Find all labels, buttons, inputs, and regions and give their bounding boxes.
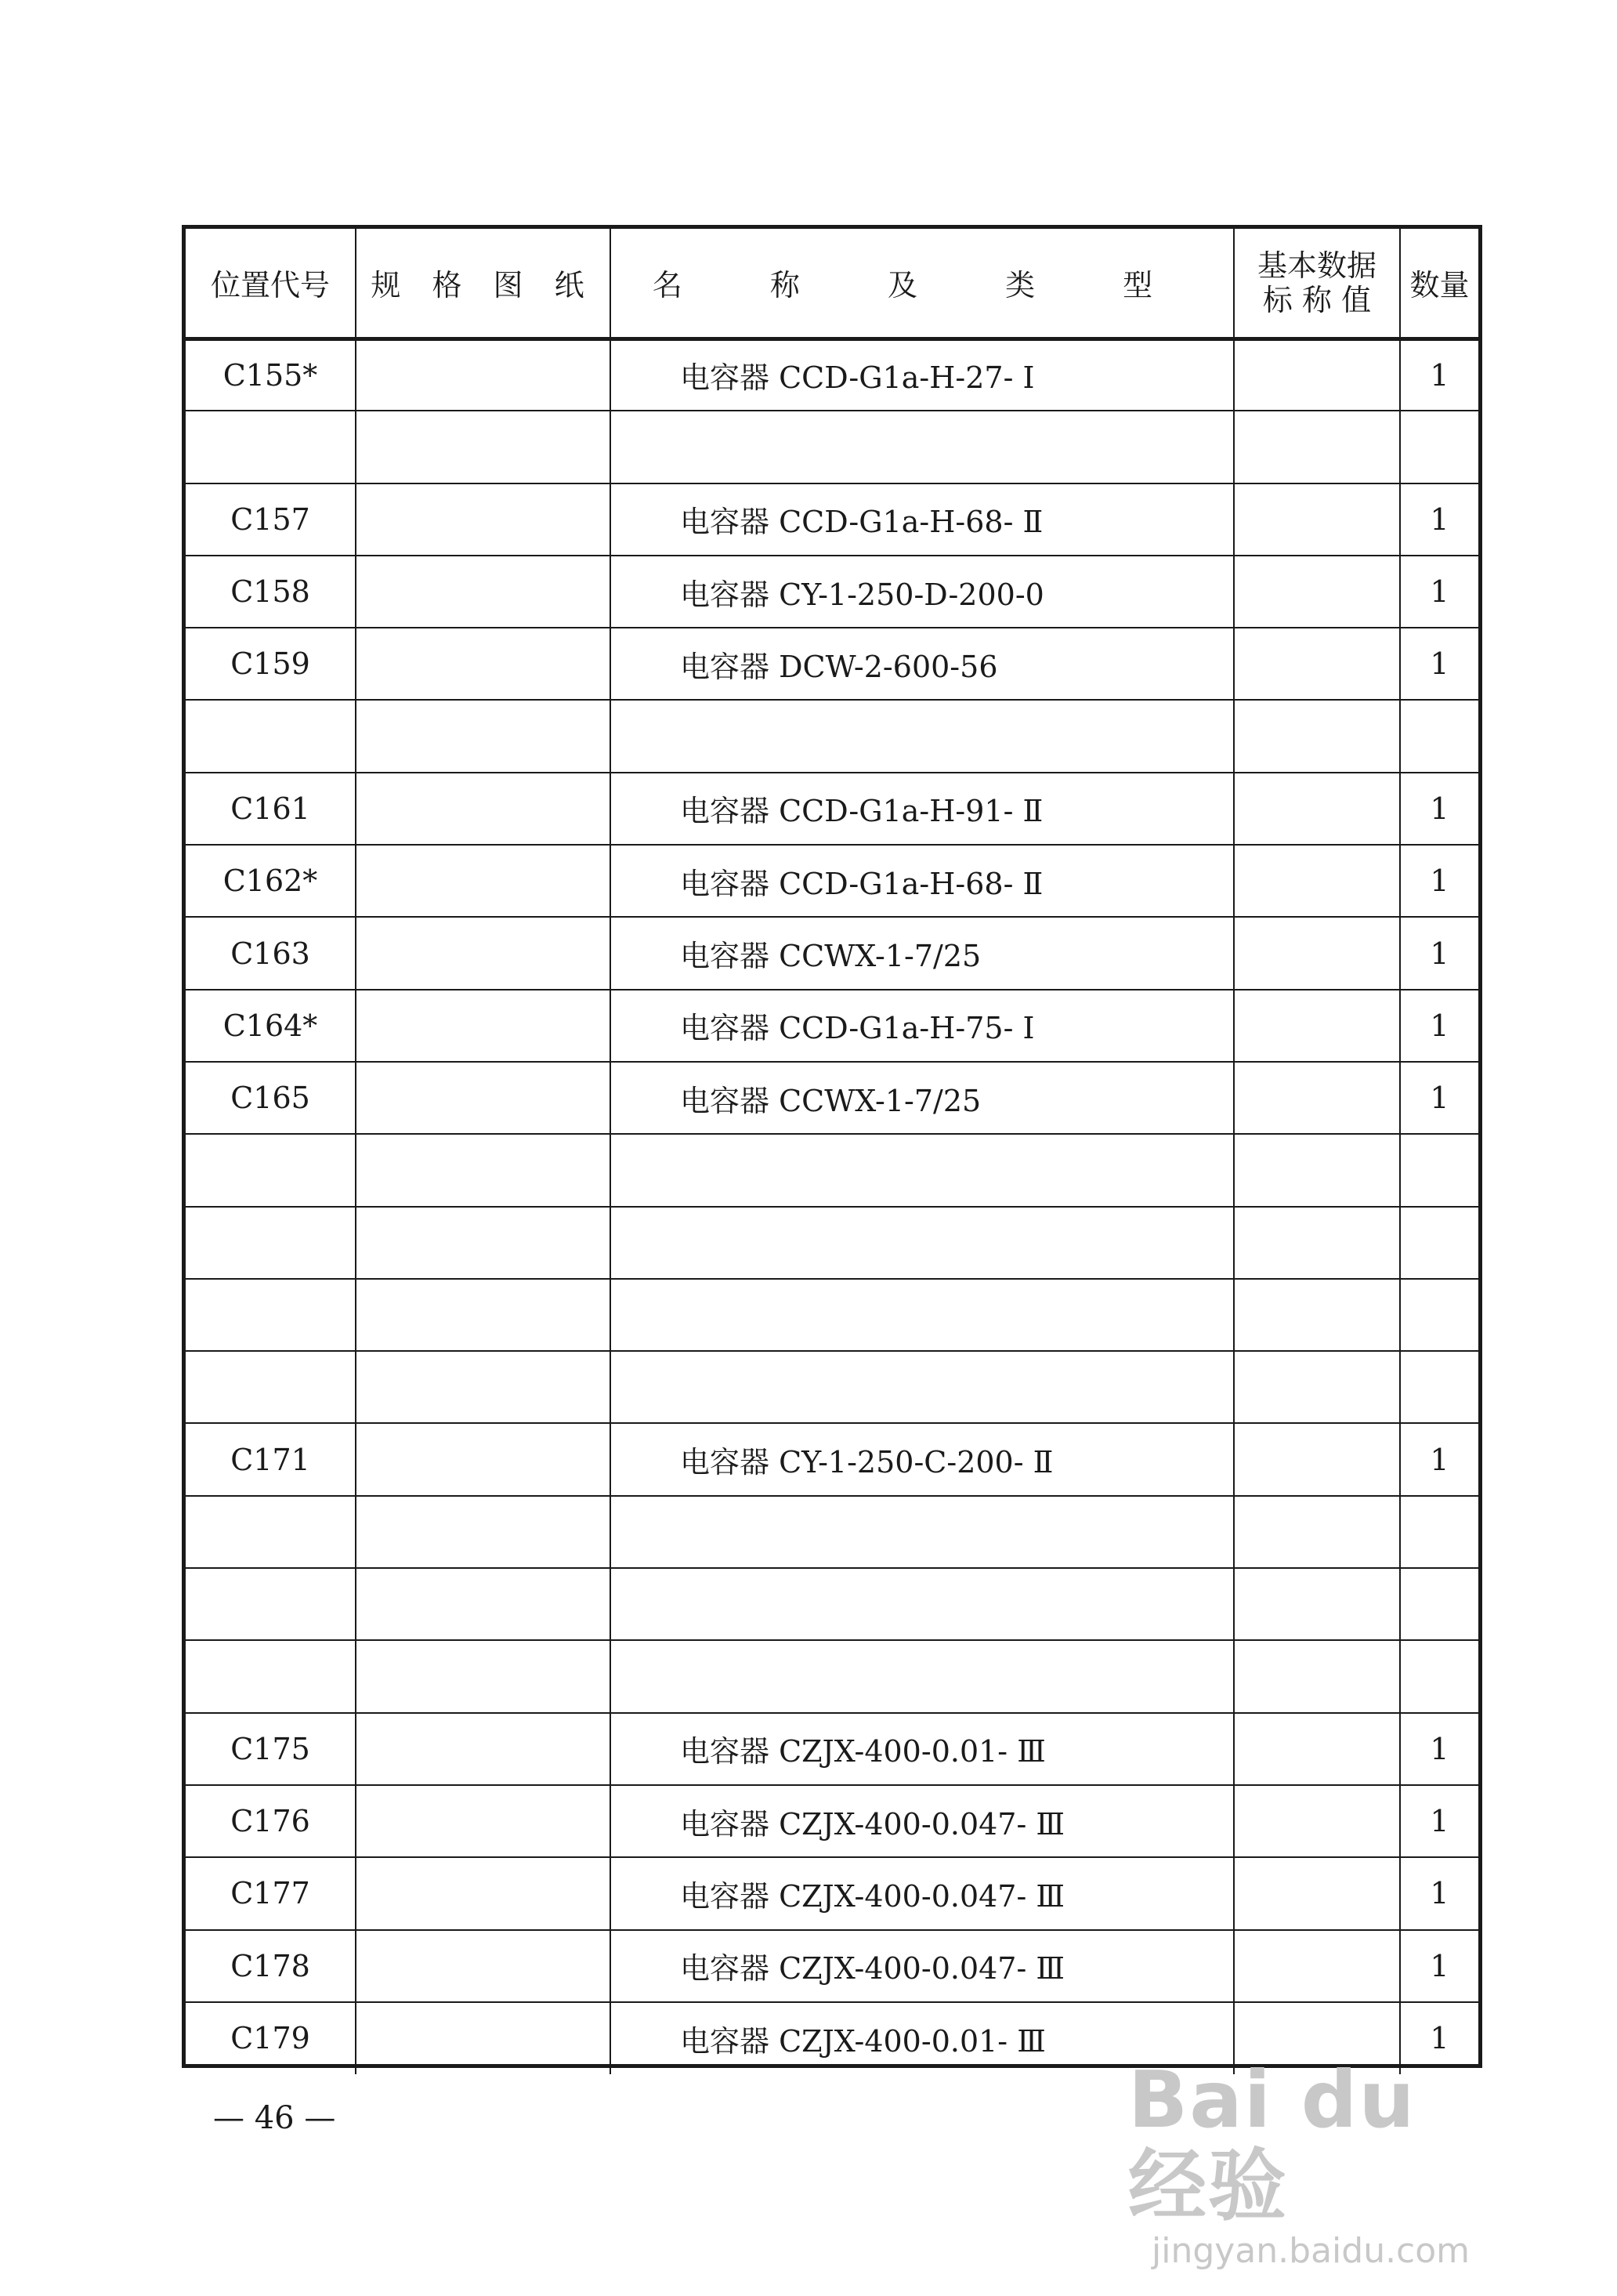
quantity-cell <box>1400 1134 1478 1206</box>
quantity-cell: 1 <box>1400 556 1478 628</box>
basic-data-cell <box>1234 1857 1400 1929</box>
table-row <box>186 1713 1478 1785</box>
quantity-cell <box>1400 1207 1478 1279</box>
quantity-cell: 1 <box>1400 1785 1478 1857</box>
name-type-cell <box>610 700 1234 772</box>
quantity-cell: 1 <box>1400 1062 1478 1134</box>
baidu-jingyan-watermark <box>1128 2054 1496 2273</box>
spec-drawing-cell <box>356 411 610 483</box>
spec-drawing-cell <box>356 1496 610 1568</box>
name-type-cell <box>610 1496 1234 1568</box>
spec-drawing-cell <box>356 1351 610 1423</box>
spec-drawing-cell <box>356 990 610 1062</box>
basic-data-cell <box>1234 1930 1400 2002</box>
position-code-cell: C171 <box>186 1423 356 1495</box>
quantity-cell: 1 <box>1400 845 1478 917</box>
table-row <box>186 411 1478 483</box>
quantity-cell: 1 <box>1400 483 1478 556</box>
position-code-cell: C157 <box>186 483 356 556</box>
name-type-cell: 电容器 CCD-G1a-H-75- Ⅰ <box>610 990 1234 1062</box>
name-type-cell: 电容器 CCD-G1a-H-27- Ⅰ <box>610 339 1234 411</box>
header-basic-data-line2: 标 称 值 <box>1262 282 1372 317</box>
header-quantity: 数量 <box>1400 229 1478 339</box>
quantity-cell: 1 <box>1400 917 1478 989</box>
table-row <box>186 1568 1478 1640</box>
name-type-cell <box>610 1351 1234 1423</box>
position-code-cell: C162* <box>186 845 356 917</box>
position-code-cell: C161 <box>186 773 356 845</box>
header-basic-data-text <box>1257 248 1376 317</box>
spec-drawing-cell <box>356 1713 610 1785</box>
position-code-cell: C159 <box>186 628 356 700</box>
basic-data-cell <box>1234 773 1400 845</box>
quantity-cell <box>1400 1640 1478 1712</box>
name-type-cell: 电容器 CZJX-400-0.047- Ⅲ <box>610 1857 1234 1929</box>
table-body <box>186 339 1478 2074</box>
table-row <box>186 917 1478 989</box>
table-row <box>186 1930 1478 2002</box>
name-type-cell: 电容器 CZJX-400-0.047- Ⅲ <box>610 1930 1234 2002</box>
table-row <box>186 483 1478 556</box>
basic-data-cell <box>1234 1496 1400 1568</box>
basic-data-cell <box>1234 1713 1400 1785</box>
table-row <box>186 773 1478 845</box>
position-code-cell <box>186 700 356 772</box>
position-code-cell: C163 <box>186 917 356 989</box>
spec-drawing-cell <box>356 2002 610 2074</box>
name-type-cell: 电容器 CCWX-1-7/25 <box>610 917 1234 989</box>
spec-drawing-cell <box>356 1062 610 1134</box>
spec-drawing-cell <box>356 339 610 411</box>
quantity-cell: 1 <box>1400 990 1478 1062</box>
spec-drawing-cell <box>356 1640 610 1712</box>
table-row <box>186 700 1478 772</box>
quantity-cell: 1 <box>1400 1423 1478 1495</box>
quantity-cell: 1 <box>1400 773 1478 845</box>
table-row <box>186 628 1478 700</box>
position-code-cell <box>186 1640 356 1712</box>
spec-drawing-cell <box>356 1279 610 1351</box>
watermark-brand: Bai du 经验 <box>1128 2054 1416 2232</box>
name-type-cell: 电容器 CCD-G1a-H-68- Ⅱ <box>610 845 1234 917</box>
table-header-row <box>186 229 1478 339</box>
basic-data-cell <box>1234 1207 1400 1279</box>
basic-data-cell <box>1234 917 1400 989</box>
basic-data-cell <box>1234 411 1400 483</box>
basic-data-cell <box>1234 339 1400 411</box>
position-code-cell <box>186 1279 356 1351</box>
name-type-cell: 电容器 CZJX-400-0.047- Ⅲ <box>610 1785 1234 1857</box>
table-row <box>186 1351 1478 1423</box>
basic-data-cell <box>1234 556 1400 628</box>
watermark-url: jingyan.baidu.com <box>1152 2231 1470 2271</box>
header-basic-data <box>1234 229 1400 339</box>
basic-data-cell <box>1234 1785 1400 1857</box>
quantity-cell <box>1400 411 1478 483</box>
table-row <box>186 1785 1478 1857</box>
name-type-cell <box>610 1207 1234 1279</box>
quantity-cell <box>1400 700 1478 772</box>
quantity-cell <box>1400 1568 1478 1640</box>
position-code-cell: C176 <box>186 1785 356 1857</box>
basic-data-cell <box>1234 990 1400 1062</box>
name-type-cell: 电容器 CY-1-250-C-200- Ⅱ <box>610 1423 1234 1495</box>
table-row <box>186 1496 1478 1568</box>
spec-drawing-cell <box>356 1423 610 1495</box>
name-type-cell: 电容器 CZJX-400-0.01- Ⅲ <box>610 1713 1234 1785</box>
header-position-code: 位置代号 <box>186 229 356 339</box>
spec-drawing-cell <box>356 628 610 700</box>
name-type-cell: 电容器 CCD-G1a-H-68- Ⅱ <box>610 483 1234 556</box>
table-row <box>186 1207 1478 1279</box>
quantity-cell: 1 <box>1400 1930 1478 2002</box>
quantity-cell: 1 <box>1400 1857 1478 1929</box>
position-code-cell <box>186 1351 356 1423</box>
name-type-cell <box>610 1640 1234 1712</box>
quantity-cell <box>1400 1351 1478 1423</box>
table-row <box>186 1857 1478 1929</box>
spec-drawing-cell <box>356 1857 610 1929</box>
name-type-cell: 电容器 CZJX-400-0.01- Ⅲ <box>610 2002 1234 2074</box>
position-code-cell: C164* <box>186 990 356 1062</box>
name-type-cell <box>610 1568 1234 1640</box>
name-type-cell: 电容器 CCD-G1a-H-91- Ⅱ <box>610 773 1234 845</box>
table-row <box>186 1134 1478 1206</box>
spec-drawing-cell <box>356 700 610 772</box>
name-type-cell <box>610 411 1234 483</box>
basic-data-cell <box>1234 1062 1400 1134</box>
spec-drawing-cell <box>356 1134 610 1206</box>
basic-data-cell <box>1234 1423 1400 1495</box>
quantity-cell: 1 <box>1400 339 1478 411</box>
table-row <box>186 1279 1478 1351</box>
quantity-cell <box>1400 1496 1478 1568</box>
table-row <box>186 1640 1478 1712</box>
quantity-cell <box>1400 1279 1478 1351</box>
position-code-cell <box>186 1207 356 1279</box>
position-code-cell: C158 <box>186 556 356 628</box>
quantity-cell: 1 <box>1400 628 1478 700</box>
position-code-cell <box>186 411 356 483</box>
spec-drawing-cell <box>356 773 610 845</box>
quantity-cell: 1 <box>1400 2002 1478 2074</box>
basic-data-cell <box>1234 483 1400 556</box>
spec-drawing-cell <box>356 1785 610 1857</box>
position-code-cell: C179 <box>186 2002 356 2074</box>
position-code-cell: C178 <box>186 1930 356 2002</box>
spec-drawing-cell <box>356 556 610 628</box>
name-type-cell <box>610 1134 1234 1206</box>
header-spec-drawing: 规 格 图 纸 <box>356 229 610 339</box>
table-row <box>186 845 1478 917</box>
table-row <box>186 990 1478 1062</box>
header-name-and-type: 名 称 及 类 型 <box>610 229 1234 339</box>
spec-drawing-cell <box>356 483 610 556</box>
basic-data-cell <box>1234 628 1400 700</box>
position-code-cell: C155* <box>186 339 356 411</box>
spec-drawing-cell <box>356 845 610 917</box>
position-code-cell: C175 <box>186 1713 356 1785</box>
position-code-cell: C165 <box>186 1062 356 1134</box>
parts-list-table <box>186 229 1478 2074</box>
name-type-cell: 电容器 DCW-2-600-56 <box>610 628 1234 700</box>
position-code-cell: C177 <box>186 1857 356 1929</box>
position-code-cell <box>186 1134 356 1206</box>
table-row <box>186 556 1478 628</box>
name-type-cell: 电容器 CY-1-250-D-200-0 <box>610 556 1234 628</box>
table-row <box>186 339 1478 411</box>
parts-list-table-frame <box>182 225 1482 2068</box>
basic-data-cell <box>1234 845 1400 917</box>
name-type-cell: 电容器 CCWX-1-7/25 <box>610 1062 1234 1134</box>
position-code-cell <box>186 1568 356 1640</box>
position-code-cell <box>186 1496 356 1568</box>
basic-data-cell <box>1234 1279 1400 1351</box>
basic-data-cell <box>1234 1640 1400 1712</box>
basic-data-cell <box>1234 1351 1400 1423</box>
spec-drawing-cell <box>356 917 610 989</box>
basic-data-cell <box>1234 1568 1400 1640</box>
page-number: — 46 — <box>213 2100 336 2136</box>
table-row <box>186 1062 1478 1134</box>
basic-data-cell <box>1234 1134 1400 1206</box>
basic-data-cell <box>1234 700 1400 772</box>
header-basic-data-line1: 基本数据 <box>1257 248 1376 283</box>
table-row <box>186 1423 1478 1495</box>
name-type-cell <box>610 1279 1234 1351</box>
spec-drawing-cell <box>356 1568 610 1640</box>
quantity-cell: 1 <box>1400 1713 1478 1785</box>
spec-drawing-cell <box>356 1930 610 2002</box>
spec-drawing-cell <box>356 1207 610 1279</box>
